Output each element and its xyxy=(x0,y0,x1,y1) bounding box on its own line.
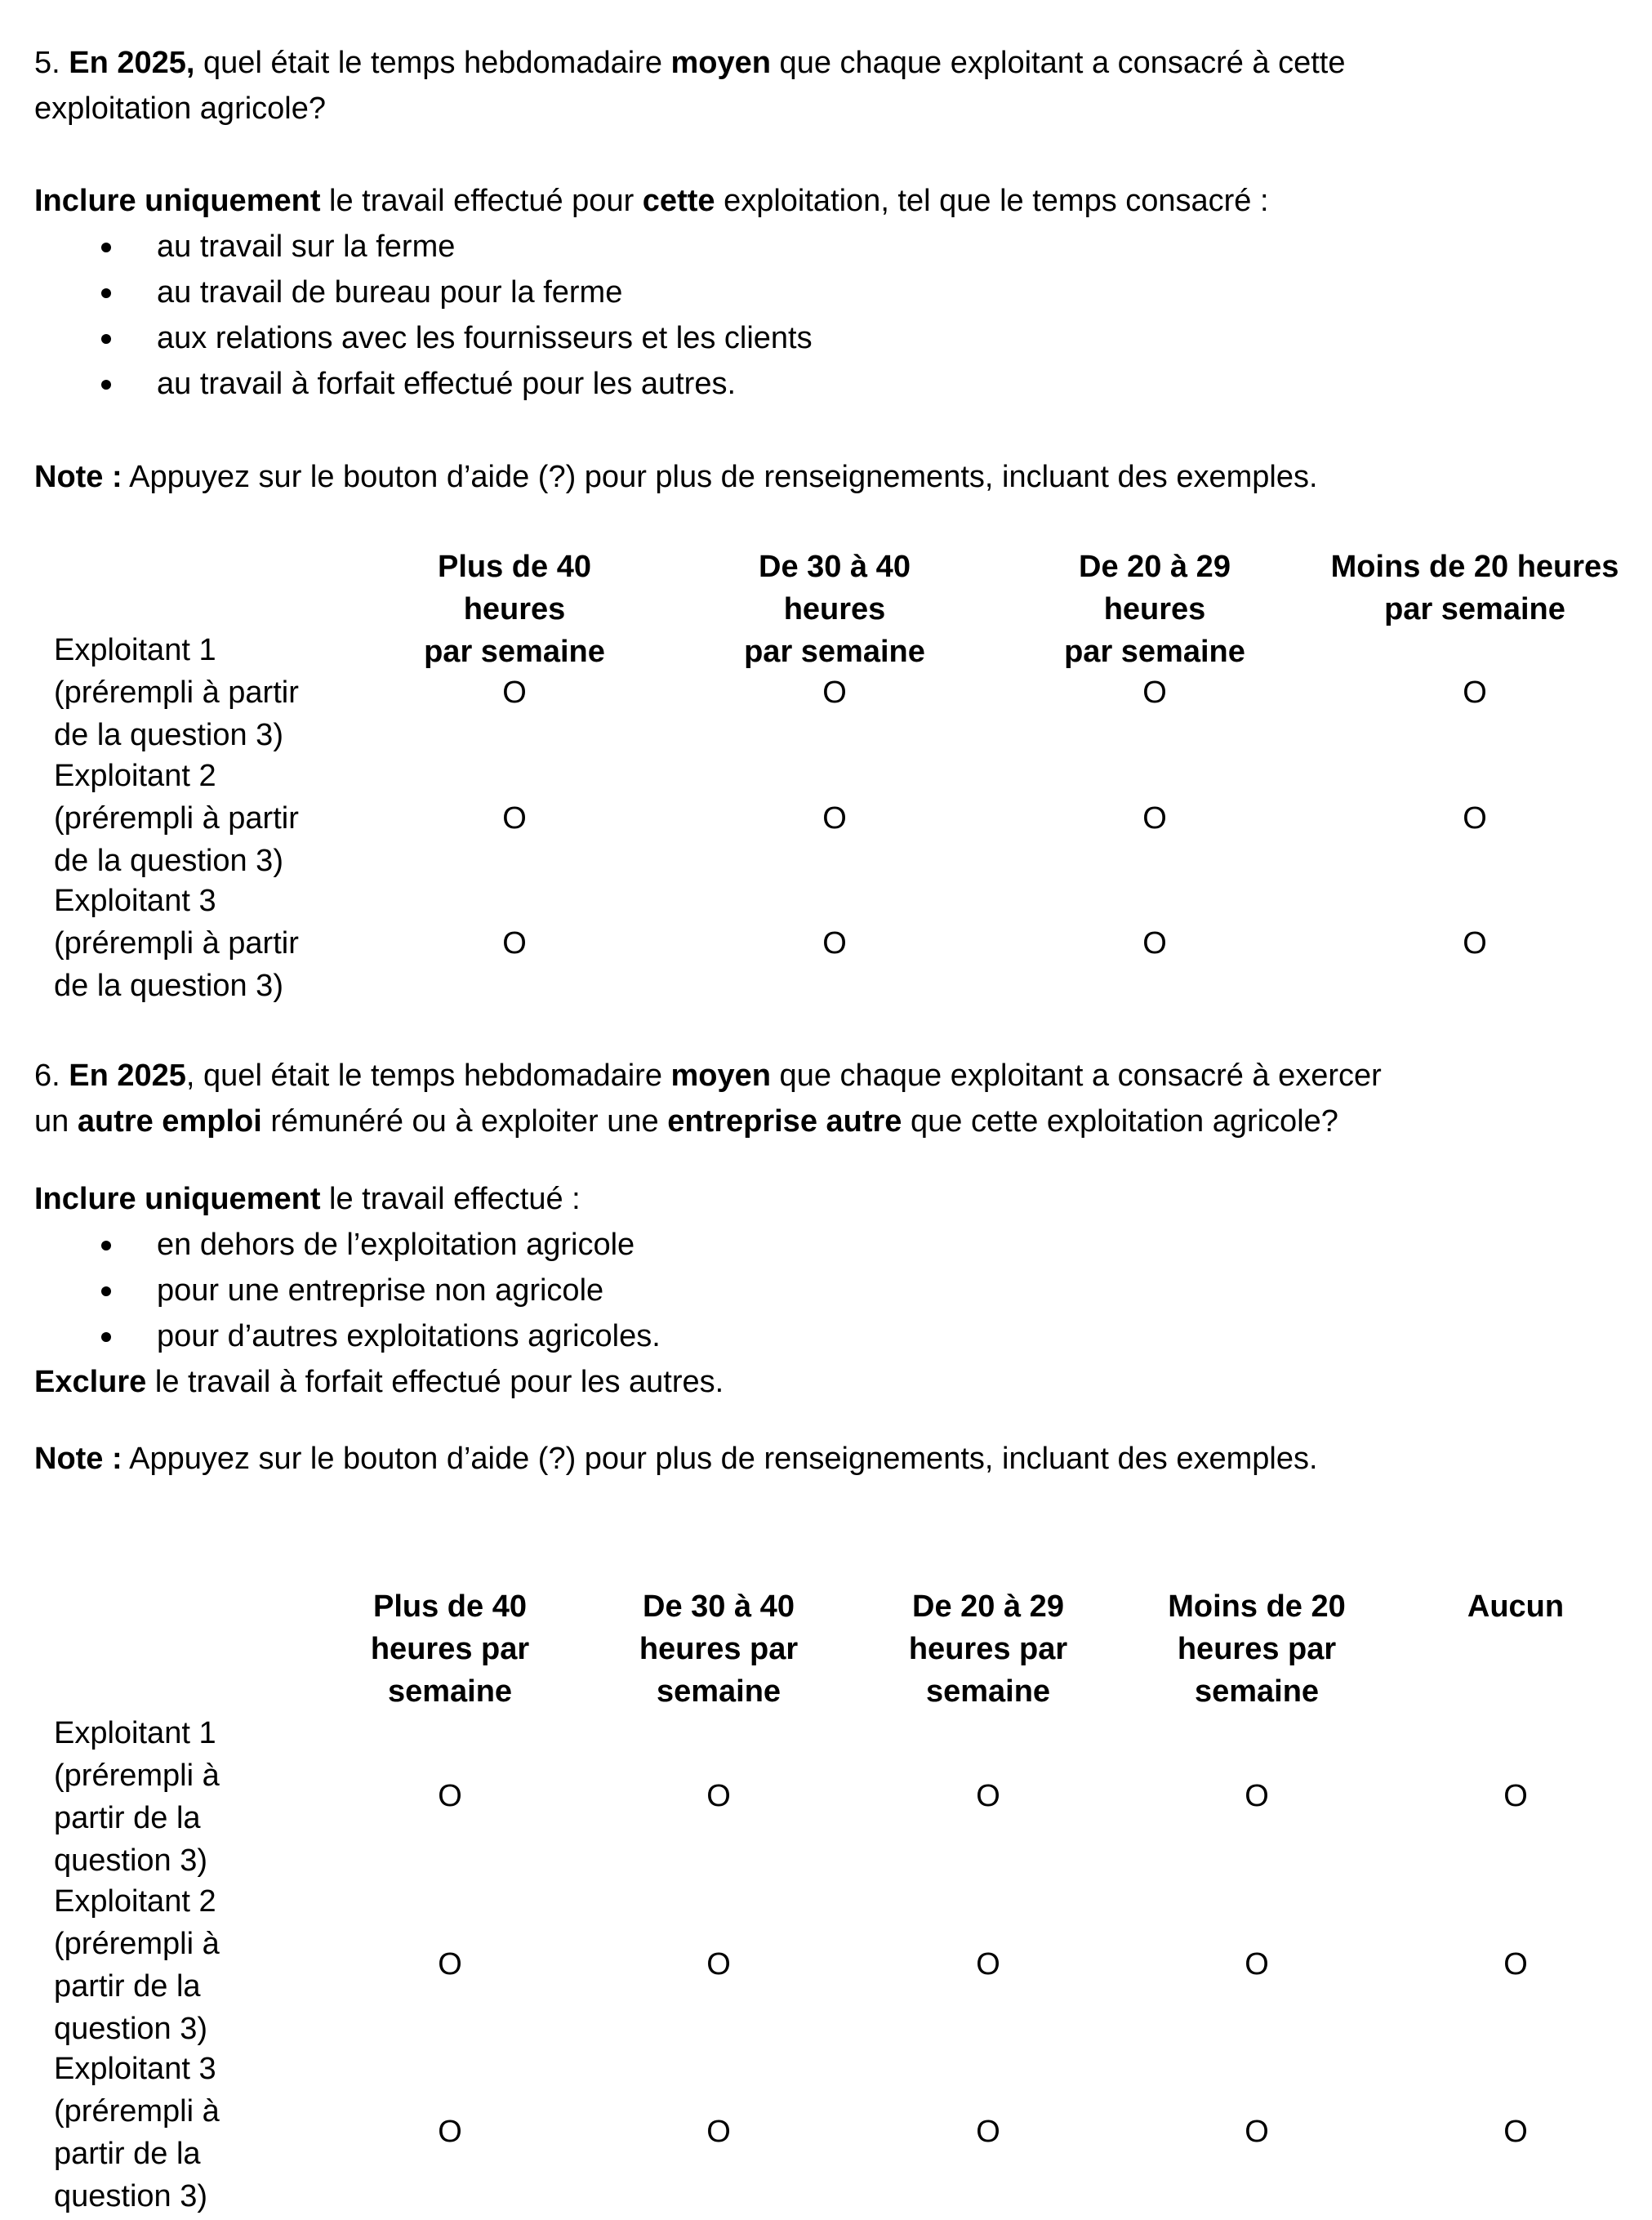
q5-radio-r1-c1[interactable]: O xyxy=(502,675,527,710)
q5-col-header-2-line2: par semaine xyxy=(744,635,925,669)
q6-col-header-1-line2: heures par xyxy=(370,1632,530,1666)
q5-bullet-list xyxy=(34,224,1619,407)
q6-entreprise-autre: entreprise autre xyxy=(667,1104,902,1139)
q6-note-text: Appuyez sur le bouton d’aide (?) pour plus de renseignements, incluant des exemples. xyxy=(122,1442,1318,1476)
q6-col-header-5-line1: Aucun xyxy=(1467,1589,1565,1624)
list-item: pour une entreprise non agricole xyxy=(34,1268,1619,1313)
q5-row-3-line3: de la question 3) xyxy=(54,969,283,1003)
q6-line2-c: que cette exploitation agricole? xyxy=(902,1104,1338,1139)
q5-radio-r2-c3[interactable]: O xyxy=(1142,801,1167,836)
q6-radio-r3-c5[interactable]: O xyxy=(1503,2115,1528,2149)
q5-col-header-2 xyxy=(704,546,965,673)
q5-cette: cette xyxy=(642,184,715,218)
q6-col-header-4-line2: heures par xyxy=(1177,1632,1337,1666)
q5-row-1-line3: de la question 3) xyxy=(54,718,283,752)
q5-radio-r1-c3[interactable]: O xyxy=(1142,675,1167,710)
q6-col-header-2-line3: semaine xyxy=(656,1674,781,1709)
q6-col-header-5 xyxy=(1426,1585,1605,1628)
q5-include xyxy=(34,178,1619,407)
q6-exclude-bold: Exclure xyxy=(34,1365,147,1399)
q6-row-2-line4: question 3) xyxy=(54,2012,208,2046)
list-item: au travail sur la ferme xyxy=(34,224,1619,270)
q5-note-bold: Note : xyxy=(34,460,122,494)
q5-include-bold: Inclure uniquement xyxy=(34,184,321,218)
q6-row-2-line1: Exploitant 2 xyxy=(54,1884,216,1919)
q6-col-header-3-line1: De 20 à 29 xyxy=(912,1589,1064,1624)
q5-row-1-line1: Exploitant 1 xyxy=(54,633,216,667)
q5-col-header-1-line1: Plus de 40 heures xyxy=(438,550,591,626)
q6-radio-r3-c2[interactable]: O xyxy=(706,2115,731,2149)
q5-include-line xyxy=(34,178,1619,224)
q5-note-line xyxy=(34,454,1619,500)
q6-question xyxy=(34,1053,1619,1144)
q6-note xyxy=(34,1436,1619,1482)
q6-radio-r3-c1[interactable]: O xyxy=(438,2115,462,2149)
list-item: aux relations avec les fournisseurs et les clients xyxy=(34,315,1619,361)
q6-col-header-4-line1: Moins de 20 xyxy=(1168,1589,1346,1624)
list-item: au travail à forfait effectué pour les autres. xyxy=(34,361,1619,407)
q6-moyen: moyen xyxy=(670,1059,771,1093)
q5-moyen: moyen xyxy=(670,46,771,80)
q5-row-3-line1: Exploitant 3 xyxy=(54,884,216,918)
q6-line2-a: un xyxy=(34,1104,78,1139)
q6-row-1-line3: partir de la xyxy=(54,1801,201,1835)
q5-question-line2: exploitation agricole? xyxy=(34,91,327,126)
q6-radio-r2-c4[interactable]: O xyxy=(1245,1947,1269,1982)
q6-row-3-line3: partir de la xyxy=(54,2137,201,2171)
q5-col-header-1 xyxy=(384,546,645,673)
q6-row-label-1 xyxy=(54,1712,220,1882)
q5-row-label-2 xyxy=(54,755,299,882)
q5-radio-r3-c2[interactable]: O xyxy=(822,926,847,961)
q6-row-label-3 xyxy=(54,2048,220,2218)
q6-radio-r1-c1[interactable]: O xyxy=(438,1779,462,1813)
q6-row-1-line4: question 3) xyxy=(54,1843,208,1878)
q6-col-header-4 xyxy=(1151,1585,1363,1713)
q5-row-label-1 xyxy=(54,629,299,756)
q6-row-1-line1: Exploitant 1 xyxy=(54,1716,216,1750)
q6-include-text: le travail effectué : xyxy=(320,1182,581,1216)
q6-radio-r3-c4[interactable]: O xyxy=(1245,2115,1269,2149)
q6-exclude-line xyxy=(34,1359,1619,1405)
q6-col-header-3 xyxy=(882,1585,1094,1713)
q5-number: 5. xyxy=(34,46,60,80)
q6-col-header-4-line3: semaine xyxy=(1194,1674,1320,1709)
q5-row-label-3 xyxy=(54,880,299,1007)
q5-col-header-3-line2: par semaine xyxy=(1064,635,1245,669)
q6-include-line xyxy=(34,1176,1619,1222)
q5-note-text: Appuyez sur le bouton d’aide (?) pour plus de renseignements, incluant des exemples. xyxy=(122,460,1318,494)
q5-radio-r2-c2[interactable]: O xyxy=(822,801,847,836)
q6-radio-r1-c2[interactable]: O xyxy=(706,1779,731,1813)
q6-line2-b: rémunéré ou à exploiter une xyxy=(261,1104,668,1139)
q5-radio-r2-c4[interactable]: O xyxy=(1463,801,1487,836)
q6-question-line2 xyxy=(34,1099,1619,1144)
q6-col-header-3-line3: semaine xyxy=(925,1674,1051,1709)
q5-col-header-3 xyxy=(1024,546,1285,673)
q6-radio-r1-c5[interactable]: O xyxy=(1503,1779,1528,1813)
q5-row-3-line2: (prérempli à partir xyxy=(54,926,299,961)
q6-autre-emploi: autre emploi xyxy=(77,1104,262,1139)
q6-text-a: , quel était le temps hebdomadaire xyxy=(185,1059,671,1093)
q6-question-line1 xyxy=(34,1053,1619,1099)
q5-text-a: quel était le temps hebdomadaire xyxy=(194,46,671,80)
q5-text-b: que chaque exploitant a consacré à cette xyxy=(771,46,1346,80)
q6-exclude-text: le travail à forfait effectué pour les autres. xyxy=(146,1365,724,1399)
q6-include-bold: Inclure uniquement xyxy=(34,1182,321,1216)
q5-include-text-b: exploitation, tel que le temps consacré : xyxy=(715,184,1269,218)
q5-radio-r1-c4[interactable]: O xyxy=(1463,675,1487,710)
q6-radio-r2-c3[interactable]: O xyxy=(976,1947,1000,1982)
q6-year: En 2025 xyxy=(69,1059,186,1093)
q5-col-header-4 xyxy=(1324,546,1626,631)
q6-row-label-2 xyxy=(54,1880,220,2050)
q5-col-header-3-line1: De 20 à 29 heures xyxy=(1079,550,1231,626)
q6-col-header-2-line1: De 30 à 40 xyxy=(643,1589,795,1624)
q6-col-header-1-line1: Plus de 40 xyxy=(373,1589,527,1624)
q6-col-header-1-line3: semaine xyxy=(387,1674,513,1709)
q6-row-2-line2: (prérempli à xyxy=(54,1927,220,1961)
q6-row-3-line4: question 3) xyxy=(54,2179,208,2213)
q5-radio-r1-c2[interactable]: O xyxy=(822,675,847,710)
q5-row-2-line1: Exploitant 2 xyxy=(54,759,216,793)
q5-radio-r3-c4[interactable]: O xyxy=(1463,926,1487,961)
q5-row-1-line2: (prérempli à partir xyxy=(54,675,299,710)
q6-radio-r3-c3[interactable]: O xyxy=(976,2115,1000,2149)
q6-radio-r2-c2[interactable]: O xyxy=(706,1947,731,1982)
q6-radio-r2-c5[interactable]: O xyxy=(1503,1947,1528,1982)
list-item: au travail de bureau pour la ferme xyxy=(34,270,1619,315)
q5-radio-r3-c3[interactable]: O xyxy=(1142,926,1167,961)
q6-row-2-line3: partir de la xyxy=(54,1969,201,2004)
q6-col-header-1 xyxy=(344,1585,556,1713)
q5-col-header-1-line2: par semaine xyxy=(424,635,605,669)
q6-col-header-3-line2: heures par xyxy=(908,1632,1068,1666)
q6-col-header-2-line2: heures par xyxy=(639,1632,799,1666)
q6-note-bold: Note : xyxy=(34,1442,122,1476)
q6-col-header-2 xyxy=(612,1585,825,1713)
q6-row-1-line2: (prérempli à xyxy=(54,1759,220,1793)
q6-number: 6. xyxy=(34,1059,60,1093)
q5-col-header-2-line1: De 30 à 40 heures xyxy=(759,550,911,626)
q5-row-2-line2: (prérempli à partir xyxy=(54,801,299,836)
q5-include-text-a: le travail effectué pour xyxy=(320,184,643,218)
q6-row-3-line1: Exploitant 3 xyxy=(54,2052,216,2086)
q5-row-2-line3: de la question 3) xyxy=(54,844,283,878)
q6-text-b: que chaque exploitant a consacré à exercer xyxy=(771,1059,1382,1093)
q6-radio-r1-c4[interactable]: O xyxy=(1245,1779,1269,1813)
q5-note xyxy=(34,454,1619,500)
q6-bullet-list xyxy=(34,1222,1619,1359)
q5-col-header-4-line2: par semaine xyxy=(1384,592,1565,626)
q6-note-line xyxy=(34,1436,1619,1482)
q5-year: En 2025, xyxy=(69,46,195,80)
q6-row-3-line2: (prérempli à xyxy=(54,2094,220,2129)
q6-radio-r1-c3[interactable]: O xyxy=(976,1779,1000,1813)
list-item: en dehors de l’exploitation agricole xyxy=(34,1222,1619,1268)
q5-radio-r2-c1[interactable]: O xyxy=(502,801,527,836)
q6-radio-r2-c1[interactable]: O xyxy=(438,1947,462,1982)
q5-radio-r3-c1[interactable]: O xyxy=(502,926,527,961)
q6-include xyxy=(34,1176,1619,1405)
list-item: pour d’autres exploitations agricoles. xyxy=(34,1313,1619,1359)
q5-question-line1 xyxy=(34,40,1619,86)
q5-col-header-4-line1: Moins de 20 heures xyxy=(1330,550,1619,584)
q5-question xyxy=(34,40,1619,132)
